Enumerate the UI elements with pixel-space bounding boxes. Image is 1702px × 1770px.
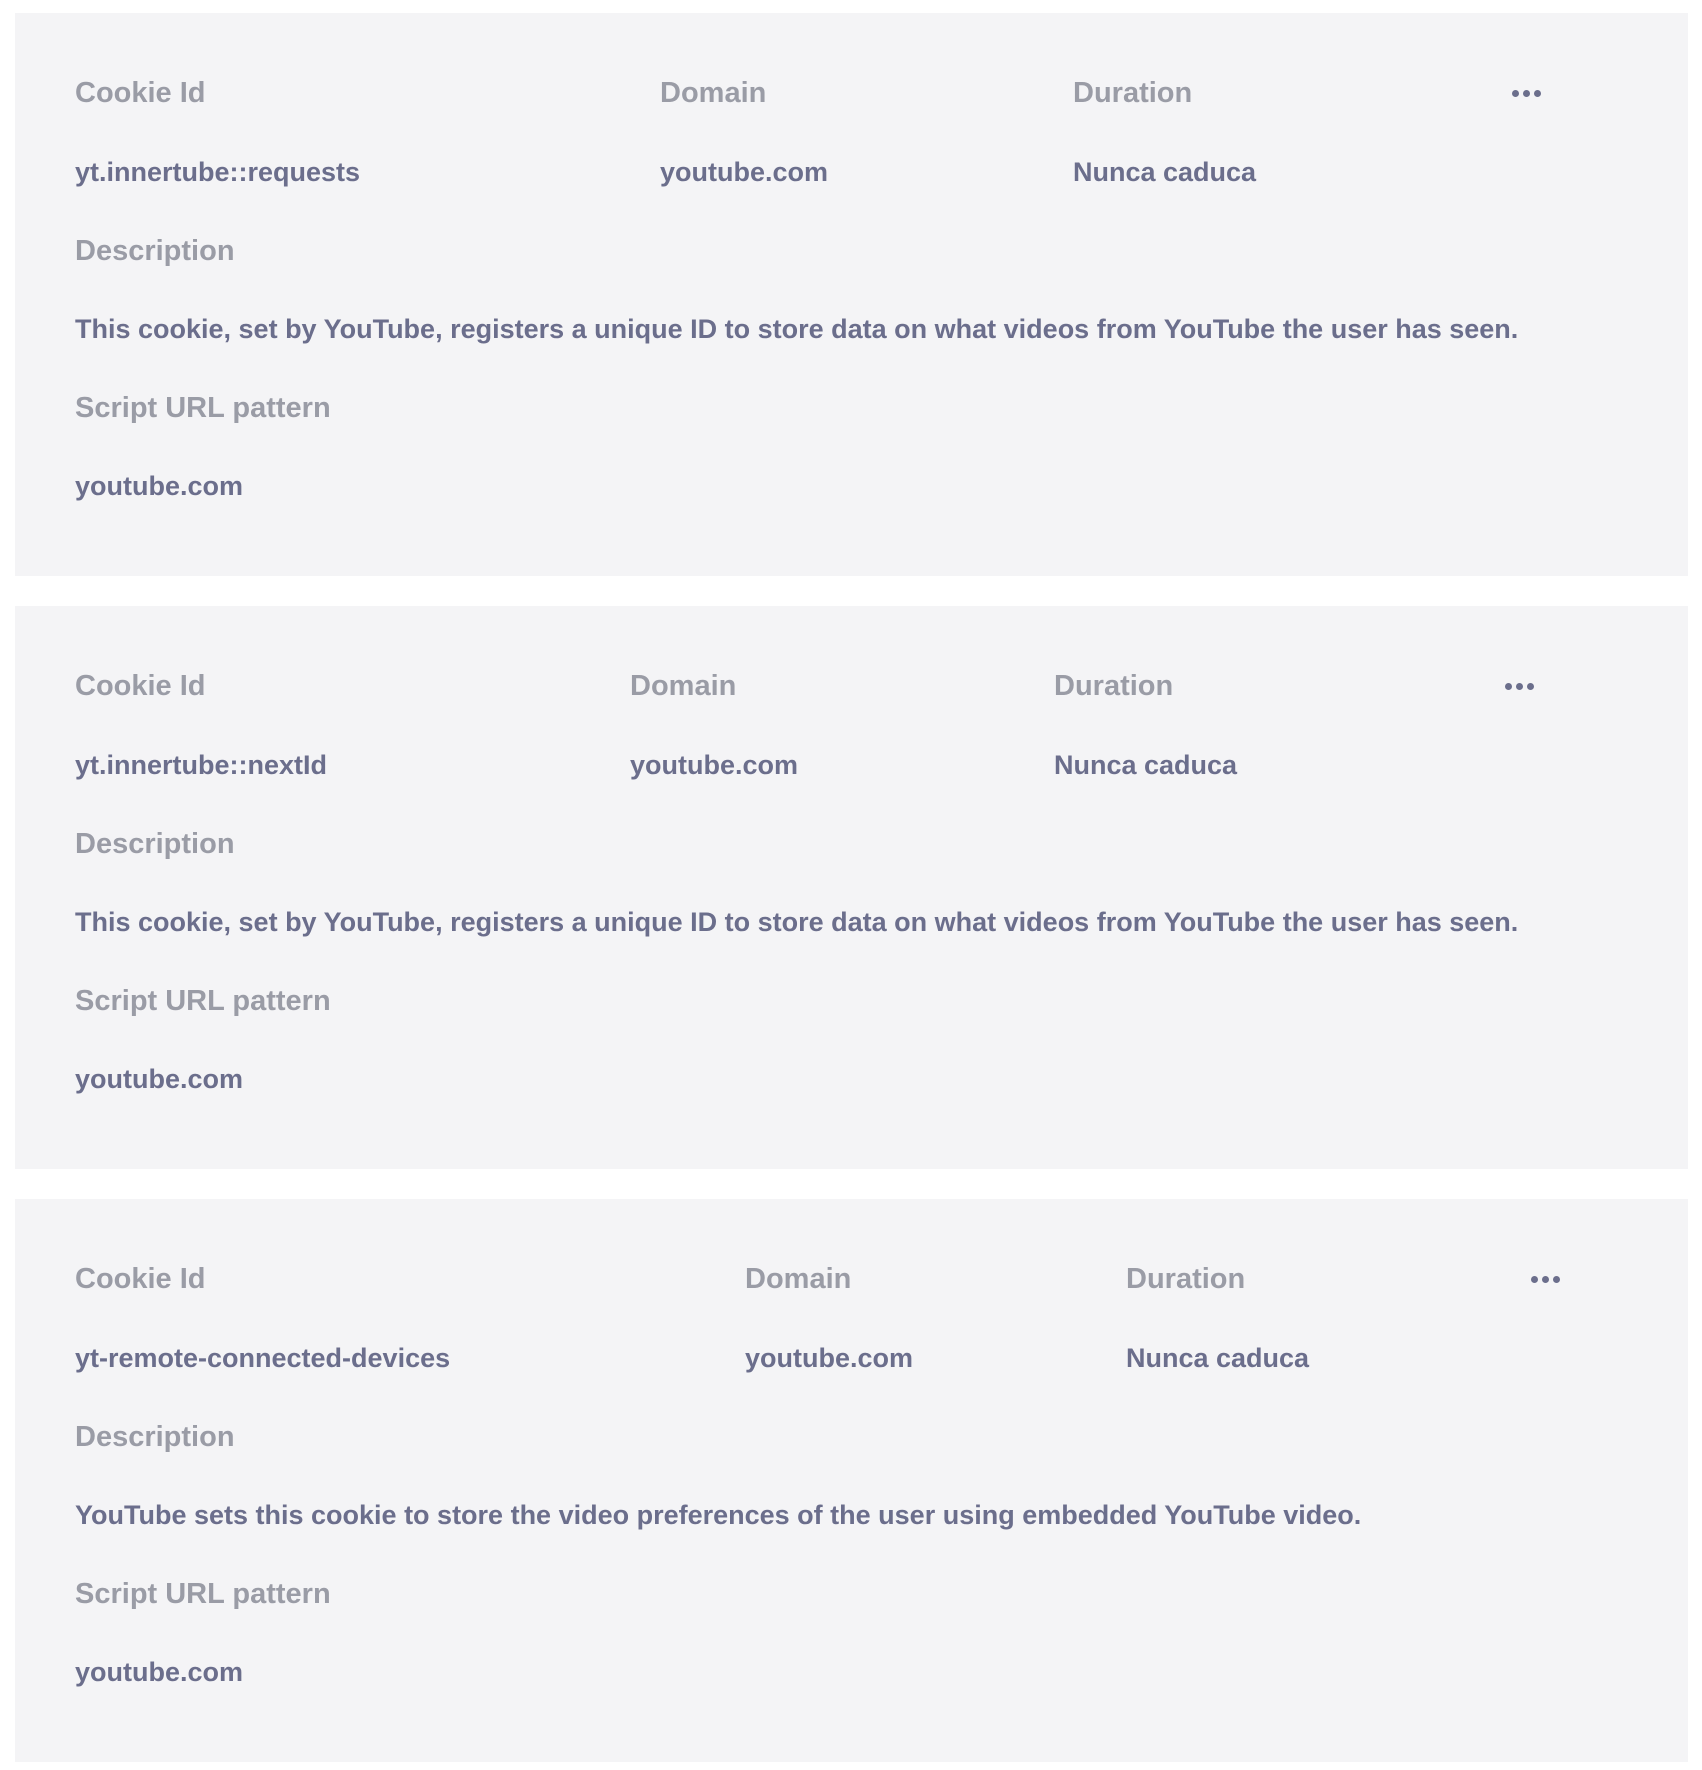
cookie-id-value: yt.innertube::requests	[75, 157, 361, 187]
more-horizontal-icon-dot	[1527, 683, 1534, 690]
cookie-id-value: yt-remote-connected-devices	[75, 1343, 451, 1373]
script-url-pattern-value: youtube.com	[75, 471, 244, 501]
cookie-card	[15, 606, 1688, 1169]
description-label: Description	[75, 1421, 235, 1453]
cookie-id-value: yt.innertube::nextId	[75, 750, 328, 780]
domain-label: Domain	[630, 670, 737, 702]
domain-value: youtube.com	[745, 1343, 914, 1373]
description-value: This cookie, set by YouTube, registers a unique ID to store data on what videos from YouTube the user has seen.	[75, 907, 1519, 937]
more-horizontal-icon-dot	[1516, 683, 1523, 690]
script-url-pattern-value: youtube.com	[75, 1657, 244, 1687]
duration-value: Nunca caduca	[1073, 157, 1257, 187]
cookie-id-label: Cookie Id	[75, 77, 206, 109]
more-horizontal-icon	[1512, 90, 1519, 97]
cookie-id-label: Cookie Id	[75, 1263, 206, 1295]
more-horizontal-icon-dot	[1534, 90, 1541, 97]
cookie-id-label: Cookie Id	[75, 670, 206, 702]
more-options-button[interactable]	[1497, 673, 1541, 699]
description-value: YouTube sets this cookie to store the video preferences of the user using embedded YouTube video.	[75, 1500, 1362, 1530]
duration-label: Duration	[1073, 77, 1193, 109]
domain-value: youtube.com	[630, 750, 799, 780]
duration-value: Nunca caduca	[1054, 750, 1238, 780]
more-horizontal-icon	[1531, 1276, 1538, 1283]
duration-label: Duration	[1054, 670, 1174, 702]
more-options-button[interactable]	[1523, 1266, 1567, 1292]
cookie-card	[15, 13, 1688, 576]
description-value: This cookie, set by YouTube, registers a unique ID to store data on what videos from YouTube the user has seen.	[75, 314, 1519, 344]
more-horizontal-icon	[1505, 683, 1512, 690]
script-url-pattern-label: Script URL pattern	[75, 985, 331, 1017]
script-url-pattern-label: Script URL pattern	[75, 1578, 331, 1610]
script-url-pattern-label: Script URL pattern	[75, 392, 331, 424]
script-url-pattern-value: youtube.com	[75, 1064, 244, 1094]
duration-label: Duration	[1126, 1263, 1246, 1295]
more-horizontal-icon-dot	[1542, 1276, 1549, 1283]
domain-label: Domain	[745, 1263, 852, 1295]
more-horizontal-icon-dot	[1523, 90, 1530, 97]
domain-value: youtube.com	[660, 157, 829, 187]
more-horizontal-icon-dot	[1553, 1276, 1560, 1283]
duration-value: Nunca caduca	[1126, 1343, 1310, 1373]
domain-label: Domain	[660, 77, 767, 109]
cookie-card	[15, 1199, 1688, 1762]
description-label: Description	[75, 235, 235, 267]
more-options-button[interactable]	[1504, 80, 1548, 106]
description-label: Description	[75, 828, 235, 860]
